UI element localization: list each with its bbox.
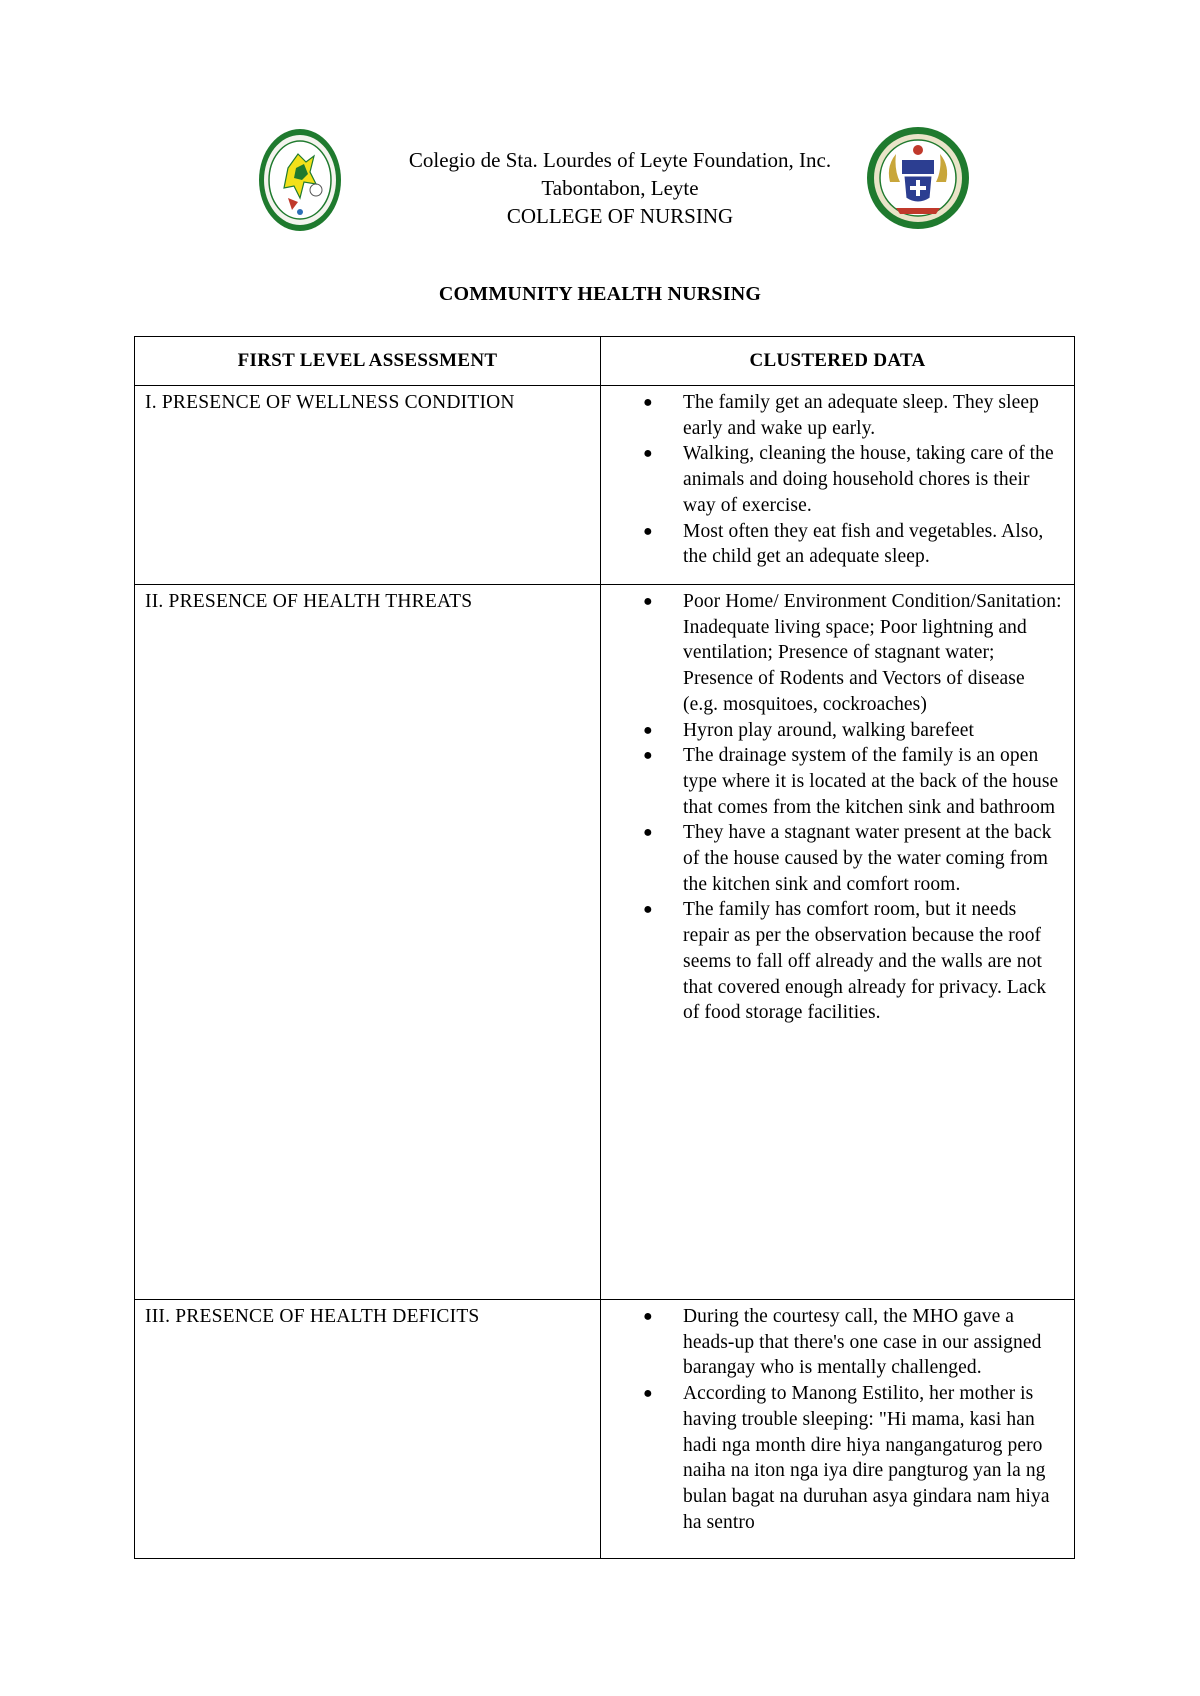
list-item: ● Walking, cleaning the house, taking care of the animals and doing household chores is their way of exercise. bbox=[643, 443, 1054, 516]
list-item: ● Hyron play around, walking barefeet bbox=[601, 718, 1064, 744]
clustered-data-cell bbox=[601, 386, 1075, 585]
list-item: ● They have a stagnant water present at the back of the house caused by the water coming from the kitchen sink and comfort room. bbox=[643, 822, 1052, 895]
bullet-icon: ● bbox=[643, 522, 653, 540]
bullet-icon: ● bbox=[643, 901, 653, 919]
document-title: COMMUNITY HEALTH NURSING bbox=[438, 283, 762, 305]
clustered-data-cell bbox=[601, 585, 1075, 1300]
list-item: ● According to Manong Estilito, her mother is having trouble sleeping: "Hi mama, kasi han hadi nga month dire hiya nangangaturog pero naiha na iton nga iya dire pangturog yan la ng bulan bagat na duruhan asya gindara nam hiya ha sentro bbox=[643, 1383, 1050, 1533]
category-cell bbox=[135, 1300, 601, 1559]
bullet-icon: ● bbox=[643, 593, 653, 610]
table-row bbox=[135, 1300, 1075, 1559]
category-label: II. PRESENCE OF HEALTH THREATS bbox=[145, 591, 473, 612]
category-label: I. PRESENCE OF WELLNESS CONDITION bbox=[145, 392, 515, 413]
bullet-icon: ● bbox=[643, 445, 653, 463]
assessment-table bbox=[134, 336, 1075, 1559]
institution-block bbox=[300, 146, 940, 230]
bullet-icon: ● bbox=[643, 1308, 653, 1325]
table-row bbox=[135, 585, 1075, 1300]
bullet-icon: ● bbox=[643, 747, 653, 765]
column-header-first-level-assessment: FIRST LEVEL ASSESSMENT bbox=[135, 337, 601, 386]
clustered-data-cell bbox=[601, 1300, 1075, 1559]
table-row bbox=[135, 386, 1075, 585]
college-name: COLLEGE OF NURSING bbox=[506, 204, 734, 228]
category-label: III. PRESENCE OF HEALTH DEFICITS bbox=[145, 1306, 480, 1327]
list-item: ● The family has comfort room, but it needs repair as per the observation because the roof seems to fall off already and the walls are not that covered enough already for privacy. Lack of food storage facilities. bbox=[643, 899, 1047, 1024]
institution-location: Tabontabon, Leyte bbox=[541, 176, 699, 200]
bullet-icon: ● bbox=[643, 721, 653, 739]
table-header-row bbox=[135, 337, 1075, 386]
list-item: ● Most often they eat fish and vegetables. Also, the child get an adequate sleep. bbox=[643, 520, 1044, 568]
list-item: ● Poor Home/ Environment Condition/Sanitation: Inadequate living space; Poor lightning and ventilation; Presence of stagnant water; Presence of Rodents and Vectors of disease (e.g. mosquitoes, cockroaches) bbox=[643, 591, 1062, 715]
bullet-icon: ● bbox=[643, 824, 653, 842]
clustered-data-list bbox=[601, 386, 1074, 570]
category-cell bbox=[135, 585, 601, 1300]
list-item: ● During the courtesy call, the MHO gave a heads-up that there's one case in our assigned barangay who is mentally challenged. bbox=[643, 1306, 1042, 1379]
list-item: ● The family get an adequate sleep. They sleep early and wake up early. bbox=[643, 392, 1039, 439]
column-header-clustered-data: CLUSTERED DATA bbox=[601, 337, 1075, 386]
bullet-icon: ● bbox=[643, 1385, 653, 1403]
list-item: ● The drainage system of the family is an open type where it is located at the back of the house that comes from the kitchen sink and bathroom bbox=[643, 745, 1059, 818]
institution-name: Colegio de Sta. Lourdes of Leyte Foundation, Inc. bbox=[408, 148, 832, 172]
clustered-data-list bbox=[601, 585, 1074, 1026]
category-cell bbox=[135, 386, 601, 585]
clustered-data-list bbox=[601, 1300, 1074, 1535]
bullet-icon: ● bbox=[643, 394, 653, 411]
nursing-seal-right-logo bbox=[866, 126, 970, 230]
letterhead bbox=[0, 0, 1200, 240]
